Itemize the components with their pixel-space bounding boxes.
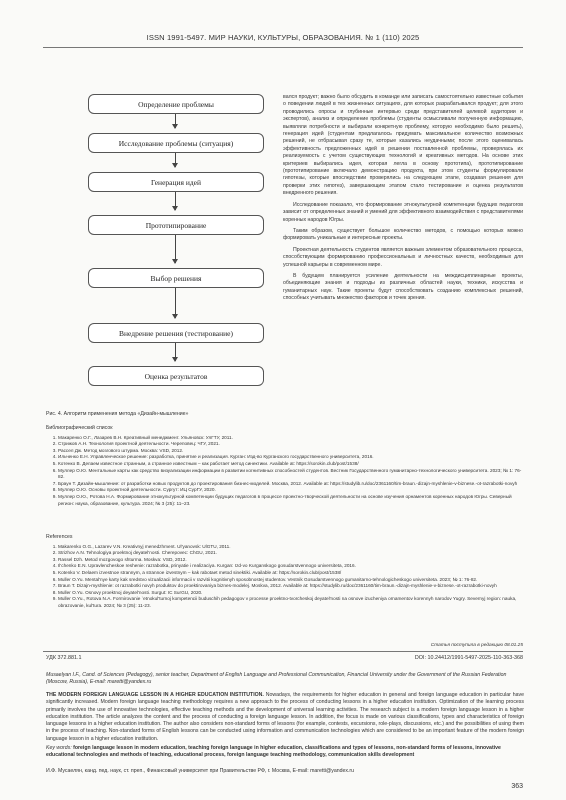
reference-item: 8. Muller O.Yu. Osnovy proektnoj deyatel'nosti. Surgut: IC SurGU, 2020. <box>58 590 524 597</box>
step-arrow <box>175 192 176 210</box>
bibliography-list <box>46 435 524 508</box>
bibliography-item: 4. Ильченко Е.Н. Управленческое решение: разработка, принятие и реализация. Курган: Изд-во Курганского государственного университета, 2016. <box>58 454 524 461</box>
article-title: THE MODERN FOREIGN LANGUAGE LESSON IN A HIGHER EDUCATION INSTITUTION. <box>46 692 264 698</box>
step-box-3: Генерация идей <box>88 172 264 192</box>
keywords-text: foreign language lesson in modern education, teaching foreign language in higher education, classifications and types of lessons, non-standard forms of lessons, innovative educational technologies and methods of teaching, educational process, foreign language teaching methodology, communication skills development <box>46 745 501 758</box>
reference-item: 7. Braun T. Dizajn-myshlenie: ot razrabotki novyh produktov do proektirovaniya biznes-modelej. Moskva, 2012. Available at: https://studylib.ru/doc/2361160/tim-braun.-dizajn-myshlenie-v-biznese.-ot-razrabotki-novyh <box>58 583 524 590</box>
bibliography-title: Библиографический список <box>46 425 113 431</box>
reference-item: 1. Makarenko O.G., Lazarev V.N. Kreativnyj menedzhment. Ul'yanovsk: UlGTU, 2011. <box>58 544 524 551</box>
paragraph: Исследование показало, что формирование этнокультурной компетенции будущих педагогов зависит от определенных знаний и умений для эффективного взаимодействия с представителями коренных народов Югры. <box>283 201 523 223</box>
header-rule <box>43 47 523 48</box>
bibliography-item: 2. Стрижов А.Н. Технология проектной деятельности. Череповец: ЧГУ, 2021. <box>58 441 524 448</box>
step-box-4: Прототипирование <box>88 215 264 235</box>
step-arrow <box>175 288 176 318</box>
figure-caption: Рис. 4. Алгоритм применения метода «Дизайн-мышление» <box>46 411 189 417</box>
algorithm-diagram <box>88 94 264 386</box>
received-date: Статья поступила в редакцию 08.01.25 <box>430 643 523 648</box>
keywords <box>46 745 524 759</box>
bibliography <box>46 425 524 507</box>
paragraph: В будущем планируется усиление деятельности на междисциплинарные проекты, объединяющие знания и подходы из различных областей науки, техники, искусства и гуманитарных наук. Такие проекты будут способствовать созданию комплексных решений, способных учитывать множество факторов и точек зрения. <box>283 272 523 302</box>
author-info-ru: И.Ф. Мусаелян, канд. пед. наук, ст. преп., Финансовый университет при Правительстве РФ, г. Москва, E-mail: maretti@yandex.ru <box>46 768 355 774</box>
references-title: References <box>46 534 73 540</box>
paragraph: Таким образом, существует большое количество методов, с помощью которых можно формировать уникальные и интересные проекты. <box>283 227 523 242</box>
doi: DOI: 10.24412/1991-5497-2025-110-363-368 <box>414 655 523 661</box>
step-box-1: Определение проблемы <box>88 94 264 114</box>
bibliography-item: 9. Муллер О.Ю., Ротова Н.А. Формирование этнокультурной компетенции будущих педагогов в процессе проектно-творческой деятельности на основе изучения орнаментов коренных народов Югры. Северный регион: наука, образование, культура. 2024; № 3 (25): 11–23. <box>58 494 524 507</box>
journal-header: ISSN 1991-5497. МИР НАУКИ, КУЛЬТУРЫ, ОБРАЗОВАНИЯ. № 1 (110) 2025 <box>146 33 420 42</box>
references <box>46 534 524 610</box>
bibliography-item: 1. Макаренко О.Г., Лазарев В.Н. Креативный менеджмент. Ульяновск: УлГТУ, 2011. <box>58 435 524 442</box>
step-arrow <box>175 343 176 361</box>
step-box-6: Внедрение решения (тестирование) <box>88 323 264 343</box>
author-info-en: Musaelyan I.F., Cand. of Sciences (Pedagogy), senior teacher, Department of English Language and Professional Communication, Financial University under the Government of the Russian Federation (Moscow, Russia), E-mail: maretti@yandex.ru <box>46 672 507 685</box>
step-arrow <box>175 153 176 167</box>
page-number: 363 <box>511 783 523 790</box>
abstract-text: Nowadays, the requirements for higher education in general and foreign language education in particular have significantly increased. Modern foreign language teaching methodology requires a new approach to the process of conducting lessons in a higher education institution. Optimization of the learning process primarily involves the use of innovative technologies, effective teaching methods and the development of universal learning activities. The research subject is a modern foreign language lesson in a higher education institution. The article analyzes the content and the process of conducting a foreign language lesson. In addition, the focus is made on various classifications, types and characteristics of foreign language lessons in a higher education institution. The author also considers non-standard forms of lessons (for example, contests, excursions, role-plays, discussions, etc.) and the possibilities of using them in the process of teaching. Non-standard forms of English lessons can be conducted using information and communication technologies which are considered to be an important feature of the modern foreign language lesson in a higher education institution. <box>46 692 524 742</box>
reference-item: 5. Kotenko V. Delaem izvestnoe strannym, a strannoe izvestnym – kak rabotaet metod sinektiki. Available at: https://sorokin.club/post/1538/ <box>58 570 524 577</box>
paragraph: Проектная деятельность студентов является важным элементом образовательного процесса, способствующим формированию профессиональных и личностных качеств, необходимых для успешной карьеры в современном мире. <box>283 246 523 268</box>
reference-item: 3. Rassel Dzh. Metod mozgovogo shturma. Moskva: VSD, 2012. <box>58 557 524 564</box>
bibliography-item: 5. Котенко В. Делаем известное странным, а странное известным – как работает метод синектики. Available at: https://sorokin.club/post/1538/ <box>58 461 524 468</box>
references-list <box>46 544 524 610</box>
step-box-7: Оценка результатов <box>88 366 264 386</box>
reference-item: 9. Muller O.Yu., Rotova N.A. Formirovanie `etnokul'turnoj kompetencii buduschih pedagogov v processe proektno-tvorcheskoj deyatel'nosti na osnove izucheniya ornamentov korennyh narodov Yugry. Severnyj region: nauka, obrazovanie, kul'tura. 2024; № 3 (25): 11-23. <box>58 596 524 609</box>
keywords-label: Key words: <box>46 745 72 751</box>
reference-item: 4. Il'chenko E.N. Upravlencheskoe reshenie: razrabotka, prinyatie i realizaciya. Kurgan: Izd-vo Kurganskogo gosudarstvennogo universiteta, 2016. <box>58 563 524 570</box>
reference-item: 2. Strizhov A.N. Tehnologiya proektnoj deyatel'nosti. Cherepovec: ChGU, 2021. <box>58 550 524 557</box>
paragraph: вался продукт; важно было обсудить в команде или записать самостоятельно известные события о поведении людей в тех жизненных ситуациях, для которых разрабатывался продукт; для этого проводились опросы и глубинные интервью среди представителей целевой аудитории и экспертов), анализ и определение проблемы (студенты осмысливали полученную информацию, выявляли потребности и выбирали конкретную проблему, которую необходимо было решить), генерация идей (студентам предлагалось придумать максимальное количество возможных решений, не отбрасывая сразу те, которые казались неудачными; после этого оценивалась эффективность предложенных идей в решении поставленной проблемы, проверялась их реализуемость с учетом существующих технологий и креативных методов. На основе этих критериев выбирались идея, которая легла в основу прототипа), прототипирование (прототипирование включало демонстрацию продукта, при этом студенты формулировали гипотезы, которые впоследствии проверялись на следующем этапе, создавая решения для проверки этих гипотез), завершающим этапом стало тестирование и оценка результатов внедренного решения. <box>283 94 523 197</box>
bibliography-item: 7. Браун Т. Дизайн-мышление: от разработки новых продуктов до проектирования бизнес-моделей. Москва, 2012. Available at: https://studylib.ru/doc/2361160/tim-braun.-dizajn-myshlenie-v-biznese.-ot-razrabotki-novyh <box>58 481 524 488</box>
step-box-5: Выбор решения <box>88 268 264 288</box>
step-arrow <box>175 235 176 263</box>
bibliography-item: 3. Рассел Дж. Метод мозгового штурма. Москва: VSD, 2012. <box>58 448 524 455</box>
step-box-2: Исследование проблемы (ситуация) <box>88 133 264 153</box>
right-text-column <box>283 94 523 307</box>
step-arrow <box>175 114 176 128</box>
bibliography-item: 6. Муллер О.Ю. Ментальные карты как средство визуализации информации в развитии когнитивных способностей студентов. Вестник Государственного гуманитарно-технологического университета. 2023; № 1: 76-82. <box>58 468 524 481</box>
udk-code: УДК 372.881.1 <box>46 655 82 661</box>
abstract <box>46 692 524 743</box>
section-rule <box>43 651 523 652</box>
reference-item: 6. Muller O.Yu. Mental'nye karty kak sredstvo vizualizacii informacii v razvitii kognitivnyh sposobnostej studentov. Vestnik Gosudarstvennogo gumanitarno-tehnologicheskogo universiteta. 2023; № 1: 76-82. <box>58 577 524 584</box>
bibliography-item: 8. Муллер О.Ю. Основы проектной деятельности. Сургут: ИЦ СурГУ, 2020. <box>58 487 524 494</box>
